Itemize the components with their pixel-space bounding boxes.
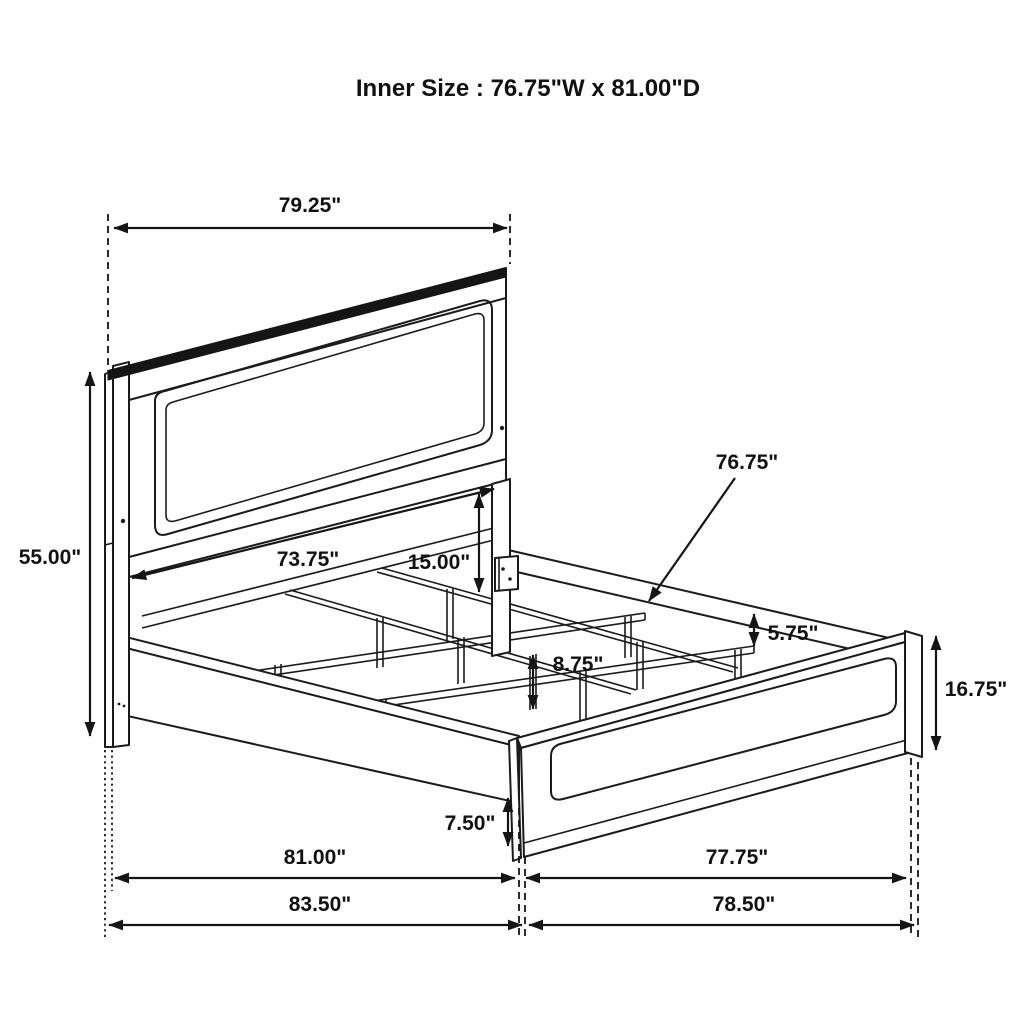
dim-label-inner-depth: 81.00" [283,846,347,869]
headboard-left-post [113,362,129,747]
dim-label-rail-floor-clearance: 7.50" [444,812,496,835]
leader-line [649,478,735,601]
dimension-headboard-width [114,194,507,228]
dim-label-overall-depth: 83.50" [288,893,352,916]
dim-label-footboard-height: 16.75" [944,678,1008,701]
dim-label-headboard-width: 79.25" [278,194,342,217]
diagram-title: Inner Size : 76.75"W x 81.00"D [355,75,701,102]
dim-label-headboard-height: 55.00" [18,546,82,569]
back-side-rail [504,549,898,660]
dimension-footboard-height [936,636,1007,750]
screw-hole [121,519,125,523]
bracket-hole [501,567,505,571]
dimension-inner-depth [115,846,515,878]
screw-hole [118,703,121,706]
dim-label-rail-to-slat-drop: 5.75" [767,622,819,645]
bracket-hole [508,577,512,581]
dim-label-headboard-inner-width: 73.75" [276,548,340,571]
footboard-right-post [905,631,922,757]
dimension-footboard-overall-width [529,893,914,925]
screw-hole [123,705,126,708]
dim-label-footboard-overall-width: 78.50" [712,893,776,916]
dim-label-footboard-inner-width: 77.75" [705,846,769,869]
headboard-post-side [105,371,113,747]
dimension-footboard-inner-width [526,846,906,878]
dimension-slat-leg-height [533,653,603,709]
dim-label-slat-inner-width: 76.75" [715,451,779,474]
dimension-slat-inner-width [649,451,778,601]
screw-hole [500,426,504,430]
dimension-overall-depth [109,893,522,925]
dim-label-headboard-clearance: 15.00" [407,551,471,574]
dimension-rail-floor-clearance [445,798,508,846]
dimension-headboard-height [19,372,90,736]
dim-label-slat-leg-height: 8.75" [552,653,604,676]
